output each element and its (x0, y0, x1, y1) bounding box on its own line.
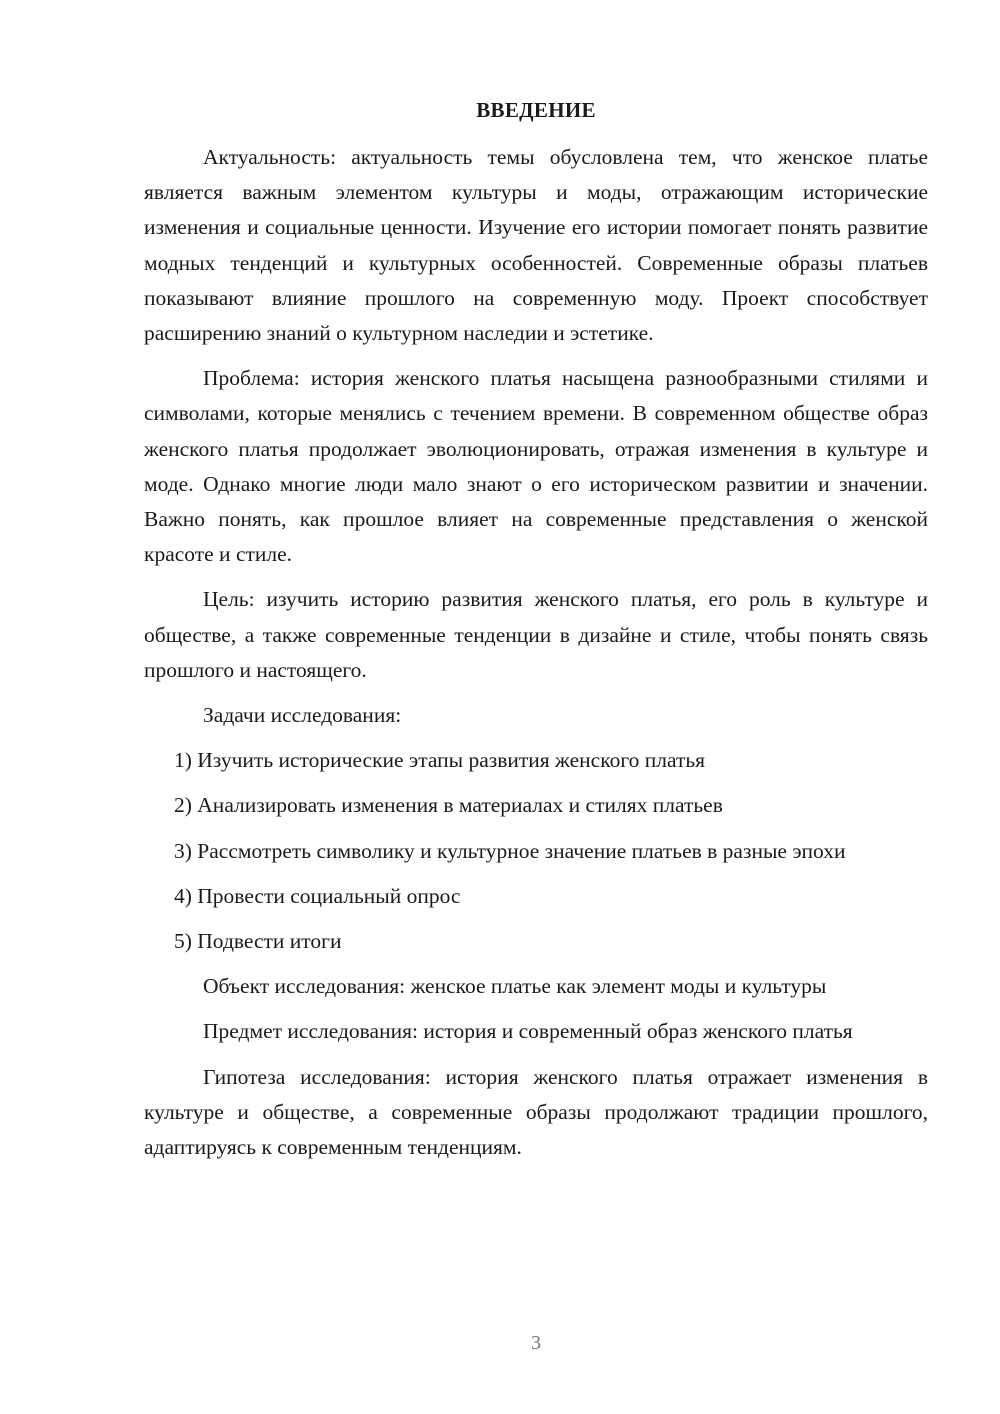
tasks-heading: Задачи исследования: (203, 703, 402, 728)
task-item-1: 1) Изучить исторические этапы развития женского платья (174, 748, 706, 773)
task-item-2: 2) Анализировать изменения в материалах и стилях платьев (174, 793, 723, 818)
document-page (144, 96, 928, 1175)
page-number: 3 (531, 1332, 541, 1354)
page-title: ВВЕДЕНИЕ (476, 98, 596, 122)
task-item-3: 3) Рассмотреть символику и культурное значение платьев в разные эпохи (174, 838, 846, 863)
task-item-5: 5) Подвести итоги (174, 929, 342, 954)
task-item-4: 4) Провести социальный опрос (174, 883, 461, 908)
paragraph-subject: Предмет исследования: история и современный образ женского платья (203, 1019, 853, 1044)
paragraph-goal: Цель: изучить историю развития женского платья, его роль в культуре и обществе, а также современные тенденции в дизайне и стиле, чтобы понять связь прошлого и настоящего. (144, 587, 928, 682)
paragraph-relevance: Актуальность: актуальность темы обусловлена тем, что женское платье является важным элементом культуры и моды, отражающим исторические изменения и социальные ценности. Изучение его истории помогает понять развитие модных тенденций и культурных особенностей. Современные образы платьев показывают влияние прошлого на современную моду. Проект способствует расширению знаний о культурном наследии и эстетике. (144, 145, 928, 346)
paragraph-hypothesis: Гипотеза исследования: история женского платья отражает изменения в культуре и обществе, а современные образы продолжают традиции прошлого, адаптируясь к современным тенденциям. (144, 1064, 928, 1160)
paragraph-problem: Проблема: история женского платья насыщена разнообразными стилями и символами, которые менялись с течением времени. В современном обществе образ женского платья продолжает эволюционировать, отражая изменения в культуре и моде. Однако многие люди мало знают о его историческом развитии и значении. Важно понять, как прошлое влияет на современные представления о женской красоте и стиле. (144, 366, 928, 567)
paragraph-object: Объект исследования: женское платье как элемент моды и культуры (203, 974, 827, 999)
